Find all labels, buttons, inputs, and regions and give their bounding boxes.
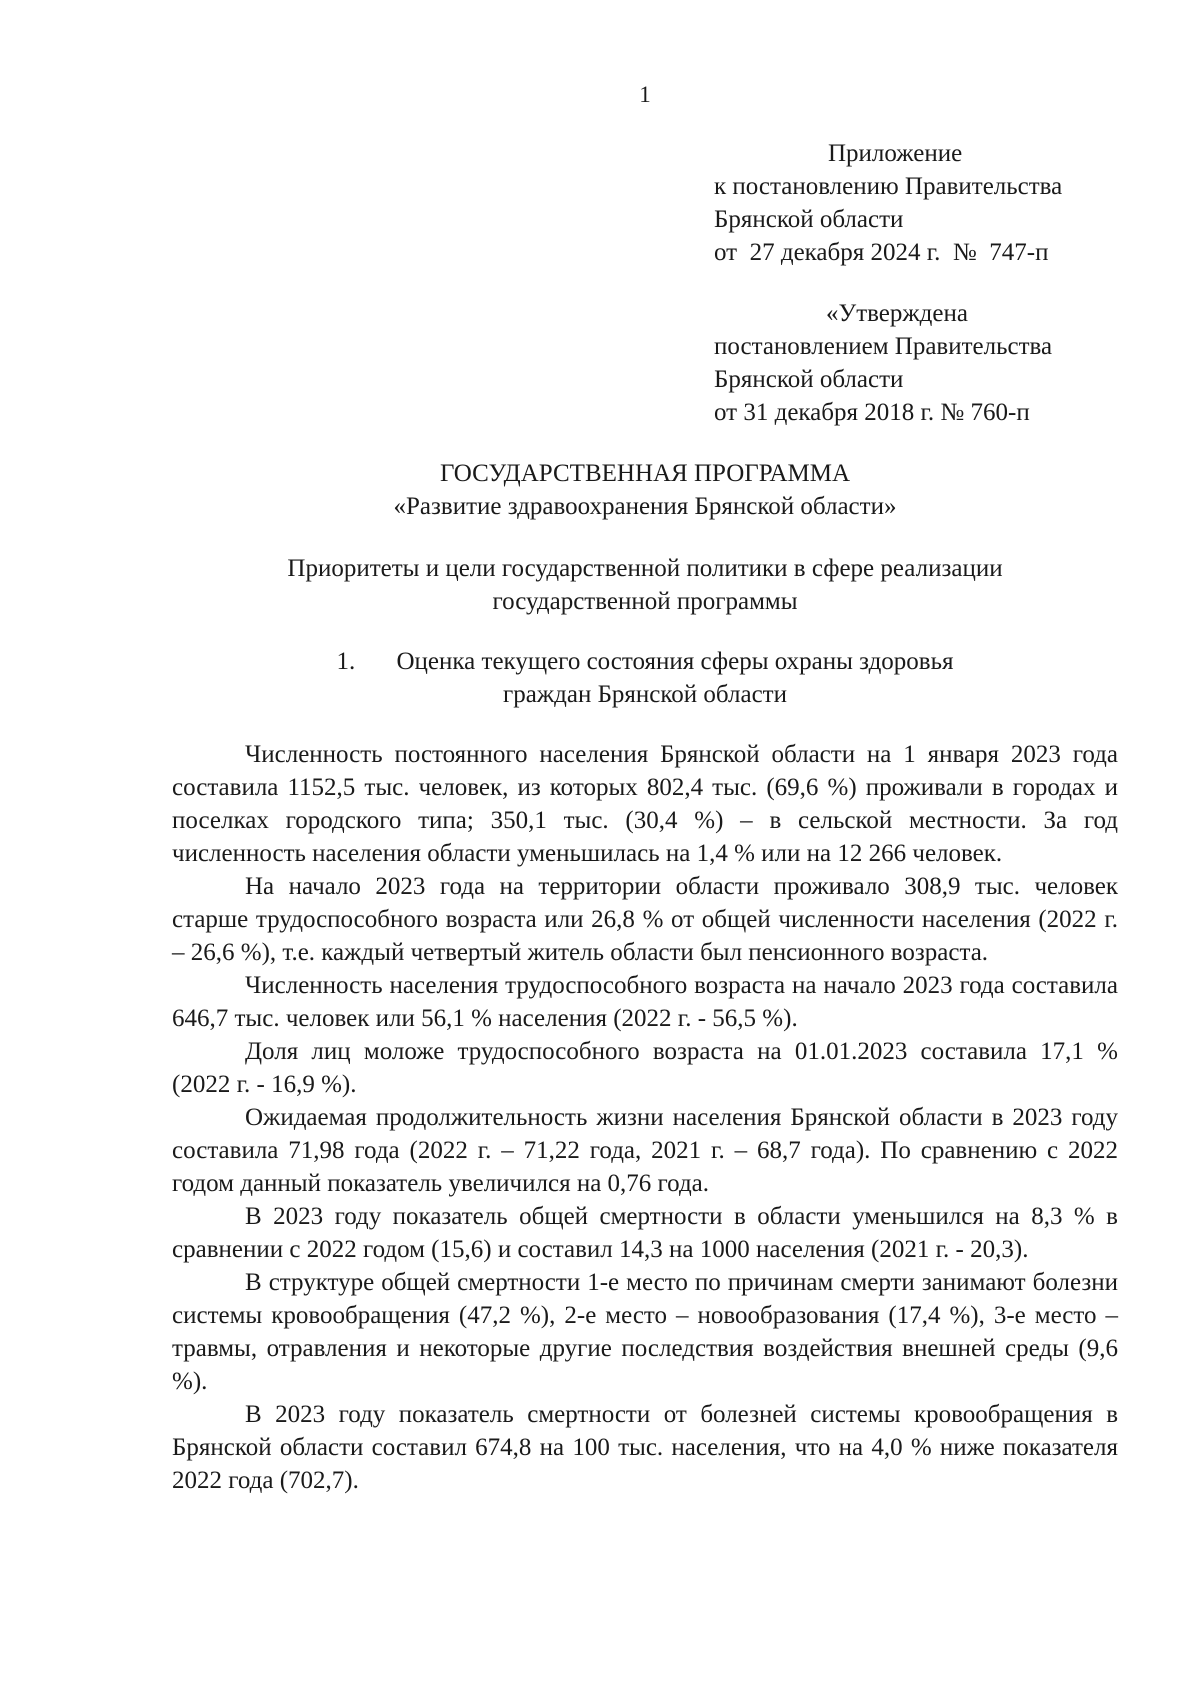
approved-line: «Утверждена [826, 300, 968, 327]
paragraph: Доля лиц моложе трудоспособного возраста на 01.01.2023 составила 17,1 % (2022 г. - 16,9 %). [172, 1038, 1118, 1098]
priorities-heading [172, 552, 1118, 618]
priorities-line: государственной программы [492, 588, 798, 615]
paragraph: На начало 2023 года на территории области проживало 308,9 тыс. человек старше трудоспособного возраста или 26,8 % от общей численности населения (2022 г. – 26,6 %), т.е. каждый четвертый житель области был пенсионного возраста. [172, 873, 1118, 966]
paragraph: Численность населения трудоспособного возраста на начало 2023 года составила 646,7 тыс. человек или 56,1 % населения (2022 г. - 56,5 %). [172, 972, 1118, 1032]
paragraph: В 2023 году показатель смертности от болезней системы кровообращения в Брянской области составил 674,8 на 100 тыс. населения, что на 4,0 % ниже показателя 2022 года (702,7). [172, 1401, 1118, 1494]
appendix-block [714, 137, 1062, 269]
page-number: 1 [639, 82, 651, 107]
section-heading [172, 645, 1118, 711]
section-title: Оценка текущего состояния сферы охраны здоровья [396, 648, 954, 675]
priorities-line: Приоритеты и цели государственной политики в сфере реализации [287, 555, 1003, 582]
paragraph: В структуре общей смертности 1-е место по причинам смерти занимают болезни системы кровообращения (47,2 %), 2-е место – новообразования (17,4 %), 3-е место – травмы, отравления и некоторые другие последствия воздействия внешней среды (9,6 %). [172, 1269, 1118, 1395]
program-name: «Развитие здравоохранения Брянской области» [393, 493, 897, 520]
paragraph: Ожидаемая продолжительность жизни населения Брянской области в 2023 году составила 71,98 года (2022 г. – 71,22 года, 2021 г. – 68,7 года). По сравнению с 2022 годом данный показатель увеличился на 0,76 года. [172, 1104, 1118, 1197]
appendix-line: к постановлению Правительства [714, 173, 1063, 200]
section-title-continued: граждан Брянской области [503, 681, 787, 708]
paragraph: В 2023 году показатель общей смертности в области уменьшился на 8,3 % в сравнении с 2022 годом (15,6) и составил 14,3 на 1000 населения (2021 г. - 20,3). [172, 1203, 1118, 1263]
paragraph: Численность постоянного населения Брянской области на 1 января 2023 года составила 1152,5 тыс. человек, из которых 802,4 тыс. (69,6 %) проживали в городах и поселках городского типа; 350,1 тыс. (30,4 %) – в сельской местности. За год численность населения области уменьшилась на 1,4 % или на 12 266 человек. [172, 741, 1118, 867]
appendix-line: от 27 декабря 2024 г. № 747-п [714, 239, 1049, 266]
appendix-line: Брянской области [714, 206, 904, 233]
approved-line: от 31 декабря 2018 г. № 760-п [714, 399, 1030, 426]
approved-block [714, 297, 1052, 429]
appendix-line: Приложение [828, 140, 963, 167]
section-number: 1. [336, 648, 356, 675]
body-text [172, 738, 1118, 1497]
program-heading [172, 457, 1118, 523]
approved-line: Брянской области [714, 366, 904, 393]
approved-line: постановлением Правительства [714, 333, 1053, 360]
program-title: ГОСУДАРСТВЕННАЯ ПРОГРАММА [439, 460, 851, 487]
